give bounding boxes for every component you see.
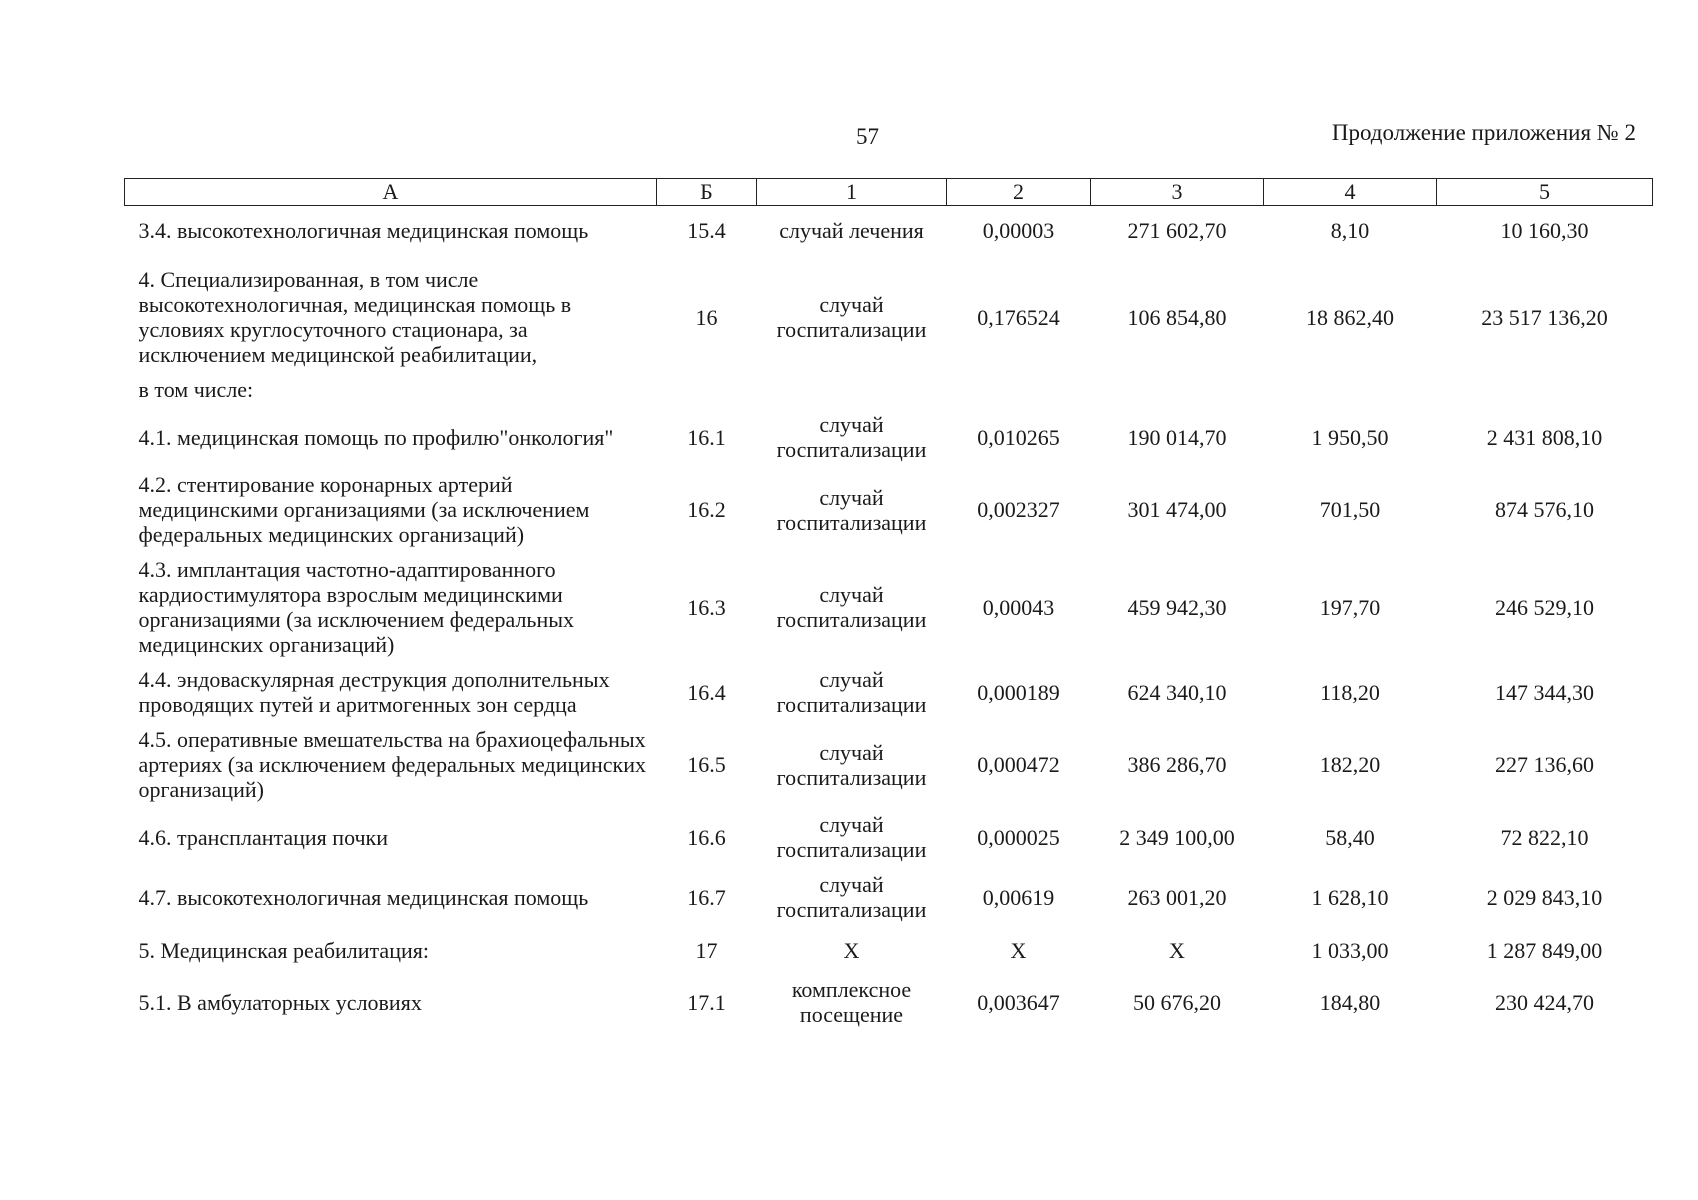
row-unit: комплексное посещение: [791, 977, 912, 1027]
header-cell-3: 3: [1091, 179, 1264, 206]
row-unit: случай госпитализации: [776, 872, 927, 922]
row-col2: [947, 371, 1091, 406]
table-body: [125, 206, 1653, 1032]
row-col2: 0,000025: [977, 824, 1060, 850]
row-col4: 184,80: [1319, 989, 1381, 1015]
row-col3: 624 340,10: [1127, 679, 1227, 705]
appendix-continuation-note: Продолжение приложения № 2: [1331, 120, 1636, 145]
row-col5: 230 424,70: [1495, 989, 1594, 1015]
row-col5: 1 287 849,00: [1486, 938, 1603, 963]
page-number: 57: [856, 124, 879, 149]
row-col3: 50 676,20: [1133, 989, 1221, 1015]
row-col2: 0,000472: [977, 752, 1060, 777]
row-col2: 0,003647: [977, 989, 1060, 1015]
table-row: [125, 971, 1653, 1031]
row-col4: 18 862,40: [1306, 304, 1394, 330]
header-cell-5: 5: [1437, 179, 1653, 206]
row-code: 16.7: [687, 884, 726, 910]
row-name: 4. Специализированная, в том числе высокотехнологичная, медицинская помощь в условиях круглосуточного стационара, за исключением медицинской реабилитации,: [138, 267, 572, 367]
row-col4: 182,20: [1319, 752, 1381, 777]
row-col2: 0,00619: [982, 884, 1055, 910]
row-col5: 23 517 136,20: [1481, 304, 1608, 330]
row-col5: 147 344,30: [1495, 679, 1594, 705]
row-col2: 0,002327: [977, 497, 1060, 522]
row-name: 5.1. В амбулаторных условиях: [138, 989, 422, 1015]
row-col3: 2 349 100,00: [1119, 824, 1235, 850]
row-unit: случай госпитализации: [776, 582, 927, 632]
table-row: [125, 661, 1653, 721]
row-col5: 72 822,10: [1500, 824, 1589, 850]
row-code: 17: [695, 938, 718, 963]
row-name: 3.4. высокотехнологичная медицинская помощь: [138, 218, 589, 243]
table-row: [125, 926, 1653, 971]
row-col3: 386 286,70: [1127, 752, 1227, 777]
row-name: 4.7. высокотехнологичная медицинская помощь: [138, 884, 589, 910]
row-col3: 301 474,00: [1127, 497, 1227, 522]
table-row: [125, 406, 1653, 466]
row-unit: случай госпитализации: [776, 812, 927, 862]
row-col5: 227 136,60: [1495, 752, 1594, 777]
header-cell-4: 4: [1264, 179, 1437, 206]
table-row: [125, 466, 1653, 551]
row-col2: 0,00043: [982, 594, 1055, 620]
row-code: 16.5: [687, 752, 726, 777]
row-col4: 1 950,50: [1311, 424, 1389, 450]
row-code: 16.4: [687, 679, 726, 705]
row-col5: 2 431 808,10: [1486, 424, 1603, 450]
table-row: [125, 866, 1653, 926]
row-code: 16.6: [687, 824, 726, 850]
row-unit: случай лечения: [779, 218, 924, 243]
table-row: [125, 371, 1653, 406]
row-col4: 58,40: [1325, 824, 1375, 850]
row-unit: случай госпитализации: [776, 412, 927, 462]
table-row: [125, 551, 1653, 661]
row-unit: случай госпитализации: [776, 484, 927, 535]
row-col2: 0,010265: [977, 424, 1060, 450]
row-name: 5. Медицинская реабилитация:: [138, 938, 429, 963]
row-name: 4.4. эндоваскулярная деструкция дополнительных проводящих путей и аритмогенных зон сердца: [138, 667, 610, 717]
row-col4: 1 628,10: [1311, 884, 1389, 910]
header-cell-2: 2: [947, 179, 1091, 206]
row-col4: 118,20: [1320, 679, 1380, 705]
row-unit: [757, 371, 947, 406]
row-col2: 0,00003: [982, 218, 1055, 243]
row-name: 4.3. имплантация частотно-адаптированного кардиостимулятора взрослым медицинскими организациями (за исключением федеральных медицинских организаций): [138, 557, 575, 657]
row-code: 16.3: [687, 594, 726, 620]
table-row: [125, 206, 1653, 248]
row-col3: [1091, 371, 1264, 406]
row-code: [657, 371, 757, 406]
data-table: [124, 178, 1653, 1031]
row-unit: случай госпитализации: [776, 739, 927, 790]
row-code: 16.1: [687, 424, 726, 450]
row-col5: 246 529,10: [1495, 594, 1594, 620]
row-unit: Х: [843, 938, 860, 963]
header-cell-b: Б: [657, 179, 757, 206]
row-col5: 874 576,10: [1495, 497, 1594, 522]
table-row: [125, 247, 1653, 371]
row-code: 16.2: [687, 497, 726, 522]
row-col3: 263 001,20: [1127, 884, 1227, 910]
row-col3: Х: [1169, 938, 1185, 963]
row-col2: 0,176524: [977, 304, 1060, 330]
row-col2: Х: [1010, 938, 1027, 963]
row-code: 15.4: [687, 218, 726, 243]
row-col4: 1 033,00: [1311, 938, 1389, 963]
header-cell-1: 1: [757, 179, 947, 206]
row-code: 16: [695, 304, 718, 330]
row-col2: 0,000189: [977, 679, 1060, 705]
row-col4: 701,50: [1319, 497, 1381, 522]
row-col4: [1264, 371, 1437, 406]
row-name: 4.5. оперативные вмешательства на брахиоцефальных артериях (за исключением федеральных медицинских организаций): [138, 727, 647, 802]
row-col5: [1437, 371, 1653, 406]
row-code: 17.1: [687, 989, 726, 1015]
row-col3: 106 854,80: [1127, 304, 1227, 330]
row-col3: 190 014,70: [1127, 424, 1227, 450]
row-name: 4.1. медицинская помощь по профилю"онкология": [138, 424, 614, 450]
row-unit: случай госпитализации: [776, 667, 927, 717]
table-row: [125, 806, 1653, 866]
row-col5: 2 029 843,10: [1486, 884, 1603, 910]
table-header: [125, 179, 1653, 206]
header-cell-a: А: [125, 179, 657, 206]
row-col4: 8,10: [1330, 218, 1370, 243]
row-name: в том числе:: [138, 377, 254, 402]
row-col4: 197,70: [1319, 594, 1381, 620]
table-row: [125, 721, 1653, 806]
row-col5: 10 160,30: [1500, 218, 1589, 243]
row-unit: случай госпитализации: [776, 292, 927, 342]
row-col3: 271 602,70: [1127, 218, 1227, 243]
row-name: 4.2. стентирование коронарных артерий медицинскими организациями (за исключением федеральных медицинских организаций): [138, 472, 590, 547]
row-name: 4.6. трансплантация почки: [138, 824, 389, 850]
row-col3: 459 942,30: [1127, 594, 1227, 620]
